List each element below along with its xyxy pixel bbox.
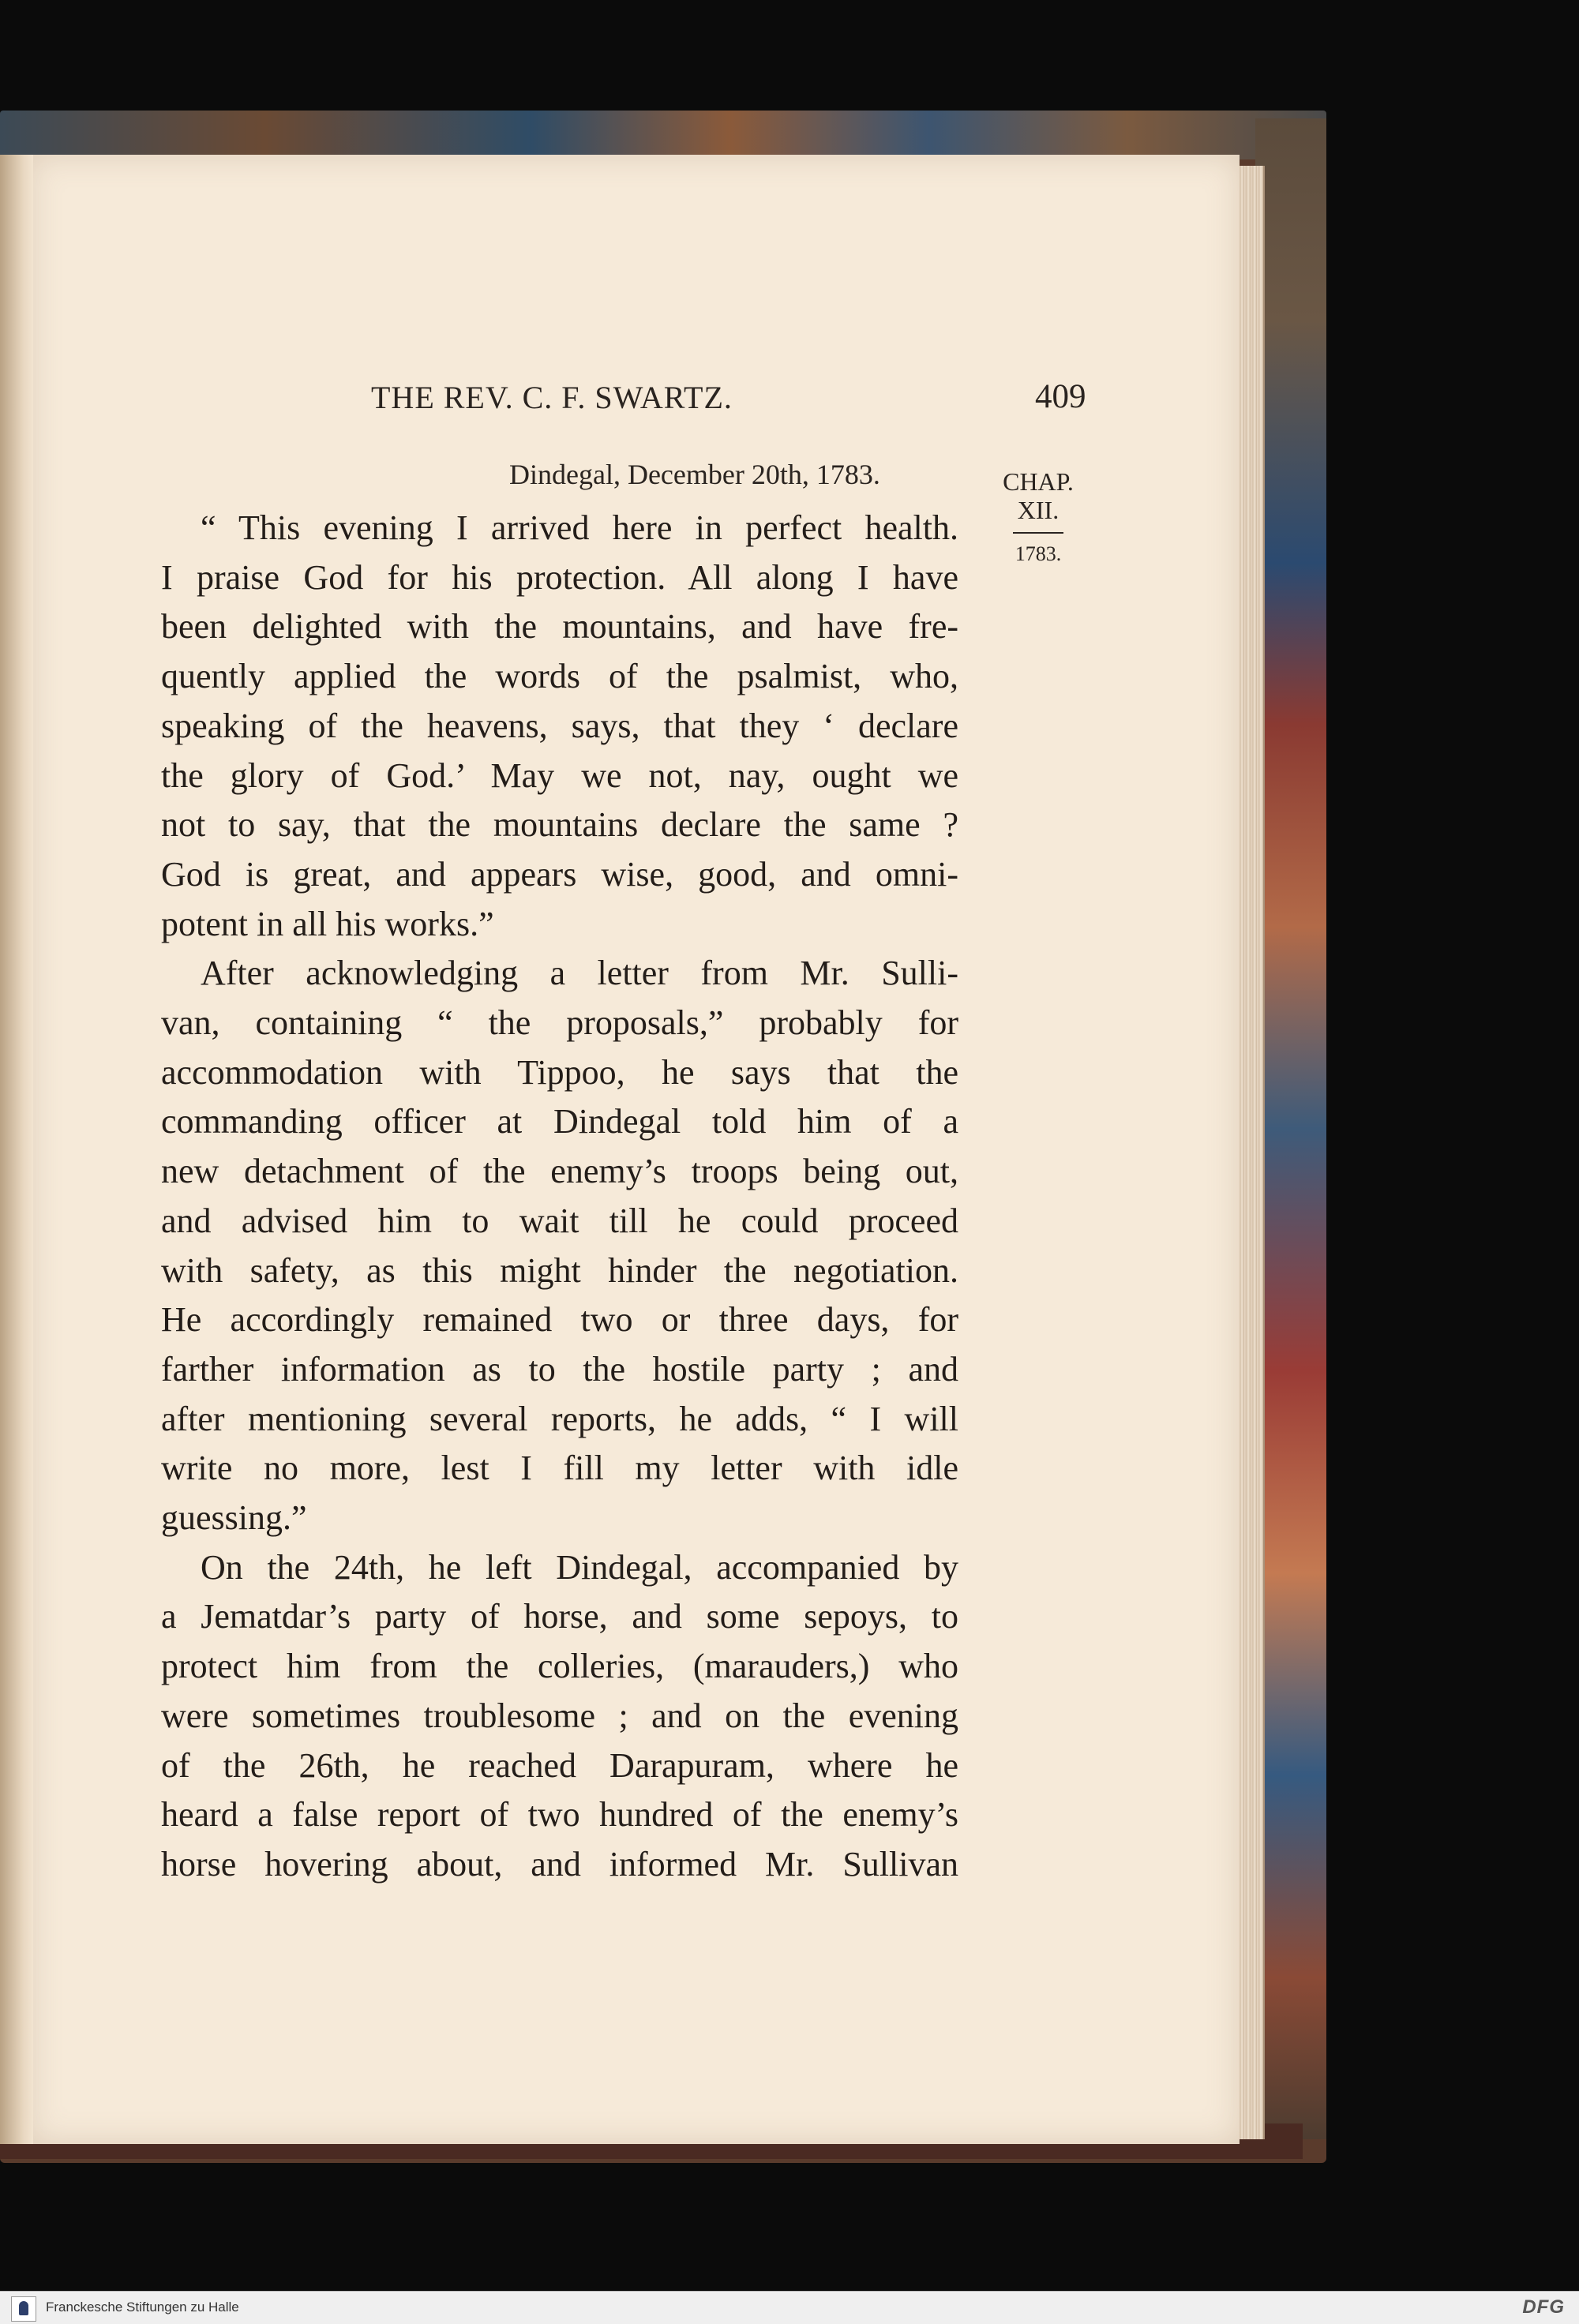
- institution-name: Franckesche Stiftungen zu Halle: [46, 2300, 239, 2315]
- text-line: I praise God for his protection. All along I have: [161, 557, 958, 597]
- page-number: 409: [1035, 378, 1086, 415]
- text-line: a Jematdar’s party of horse, and some sepoys, to: [161, 1597, 958, 1636]
- viewer-footer: [0, 2291, 1579, 2324]
- text-line: and advised him to wait till he could proceed: [161, 1201, 958, 1240]
- cover-top-edge: [0, 111, 1326, 159]
- text-line: heard a false report of two hundred of the enemy’s: [161, 1795, 958, 1835]
- margin-note: [995, 467, 1082, 568]
- text-line: “ This evening I arrived here in perfect health.: [201, 508, 958, 547]
- text-line: van, containing “ the proposals,” probably for: [161, 1003, 958, 1043]
- text-line: guessing.”: [161, 1498, 307, 1538]
- text-line: After acknowledging a letter from Mr. Sulli-: [201, 954, 958, 993]
- text-line: protect him from the colleries, (marauders,) who: [161, 1647, 958, 1686]
- text-line: horse hovering about, and informed Mr. Sullivan: [161, 1844, 958, 1884]
- text-line: been delighted with the mountains, and have fre-: [161, 607, 958, 647]
- margin-year: 1783.: [1015, 542, 1062, 565]
- text-line: commanding officer at Dindegal told him of a: [161, 1102, 958, 1141]
- margin-rule: [1013, 532, 1063, 534]
- text-line: were sometimes troublesome ; and on the evening: [161, 1696, 958, 1735]
- page-gutter: [0, 155, 33, 2144]
- text-line: On the 24th, he left Dindegal, accompanied by: [201, 1547, 958, 1587]
- text-line: potent in all his works.”: [161, 904, 494, 943]
- margin-chap-label: CHAP.: [1003, 467, 1074, 496]
- text-line: write no more, lest I fill my letter with idle: [161, 1449, 958, 1488]
- institution-logo-icon: [11, 2296, 36, 2322]
- cover-marbled-edge: [1255, 118, 1326, 2139]
- dfg-logo: DFG: [1522, 2296, 1565, 2318]
- text-line: farther information as to the hostile party ; and: [161, 1349, 958, 1389]
- text-line: not to say, that the mountains declare the same ?: [161, 805, 958, 845]
- letter-dateline: Dindegal, December 20th, 1783.: [509, 459, 880, 490]
- text-line: quently applied the words of the psalmist, who,: [161, 657, 958, 696]
- text-line: He accordingly remained two or three days, for: [161, 1300, 958, 1340]
- margin-chapter-number: XII.: [1017, 496, 1060, 524]
- text-line: speaking of the heavens, says, that they ‘ declare: [161, 706, 958, 745]
- text-line: God is great, and appears wise, good, and omni-: [161, 854, 958, 894]
- text-line: the glory of God.’ May we not, nay, ought we: [161, 755, 958, 795]
- text-line: accommodation with Tippoo, he says that the: [161, 1052, 958, 1092]
- text-line: after mentioning several reports, he adds, “ I will: [161, 1399, 958, 1438]
- text-line: of the 26th, he reached Darapuram, where he: [161, 1745, 958, 1785]
- text-line: with safety, as this might hinder the negotiation.: [161, 1250, 958, 1290]
- text-line: new detachment of the enemy’s troops being out,: [161, 1152, 958, 1191]
- body-text: [161, 504, 958, 1890]
- running-head: THE REV. C. F. SWARTZ.: [371, 380, 733, 415]
